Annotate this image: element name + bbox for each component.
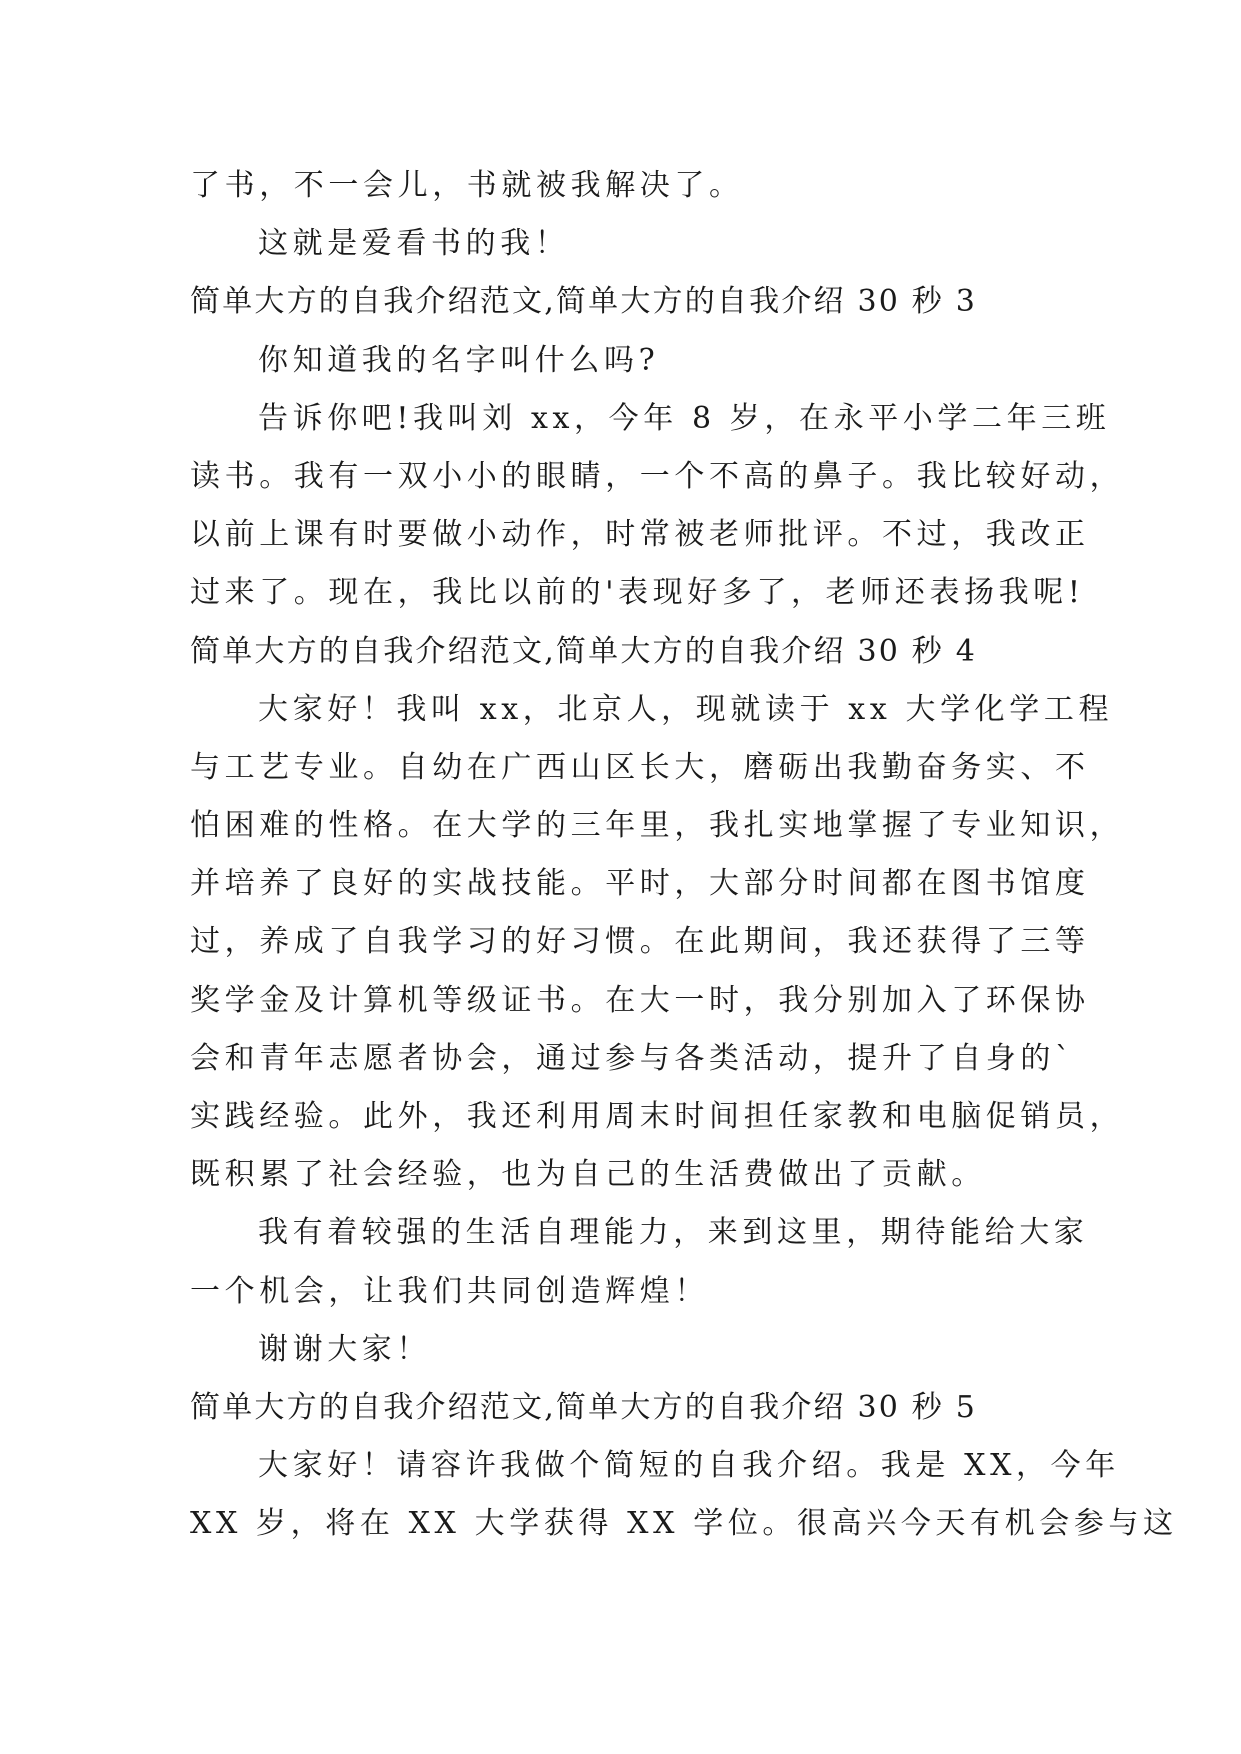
paragraph-line: 过，养成了自我学习的好习惯。在此期间，我还获得了三等 [190, 924, 1090, 960]
paragraph-line: 既积累了社会经验，也为自己的生活费做出了贡献。 [190, 1157, 986, 1193]
paragraph-line: 与工艺专业。自幼在广西山区长大，磨砺出我勤奋务实、不 [190, 749, 1090, 785]
paragraph-line: 奖学金及计算机等级证书。在大一时，我分别加入了环保协 [190, 982, 1090, 1018]
paragraph-line: 我有着较强的生活自理能力，来到这里，期待能给大家 [258, 1215, 1089, 1251]
section-heading: 简单大方的自我介绍范文,简单大方的自我介绍 30 秒 4 [190, 633, 978, 669]
paragraph-line: 以前上课有时要做小动作，时常被老师批评。不过，我改正 [190, 517, 1090, 553]
paragraph-line: 你知道我的名字叫什么吗? [258, 342, 660, 378]
paragraph-line: 这就是爱看书的我！ [258, 226, 570, 262]
paragraph-line: 大家好！我叫 xx，北京人，现就读于 xx 大学化学工程 [258, 691, 1114, 727]
paragraph-line: 大家好！请容许我做个简短的自我介绍。我是 XX，今年 [258, 1448, 1120, 1484]
paragraph-line: 怕困难的性格。在大学的三年里，我扎实地掌握了专业知识， [190, 808, 1125, 844]
paragraph-line: 会和青年志愿者协会，通过参与各类活动，提升了自身的` [190, 1040, 1075, 1076]
paragraph-line: 一个机会，让我们共同创造辉煌！ [190, 1273, 709, 1309]
paragraph-line: 并培养了良好的实战技能。平时，大部分时间都在图书馆度 [190, 866, 1090, 902]
section-heading: 简单大方的自我介绍范文,简单大方的自我介绍 30 秒 5 [190, 1389, 978, 1425]
paragraph-line: 实践经验。此外，我还利用周末时间担任家教和电脑促销员， [190, 1099, 1125, 1134]
paragraph-line: 读书。我有一双小小的眼睛，一个不高的鼻子。我比较好动， [190, 458, 1125, 494]
paragraph-line: 了书，不一会儿，书就被我解决了。 [190, 168, 744, 203]
document-body [190, 157, 1178, 1554]
paragraph-line: 告诉你吧!我叫刘 xx，今年 8 岁，在永平小学二年三班 [258, 400, 1111, 436]
paragraph-line: 谢谢大家！ [258, 1331, 431, 1367]
section-heading: 简单大方的自我介绍范文,简单大方的自我介绍 30 秒 3 [190, 284, 978, 320]
paragraph-line: 过来了。现在，我比以前的'表现好多了，老师还表扬我呢! [190, 575, 1085, 611]
paragraph-line: XX 岁，将在 XX 大学获得 XX 学位。很高兴今天有机会参与这 [190, 1506, 1178, 1542]
